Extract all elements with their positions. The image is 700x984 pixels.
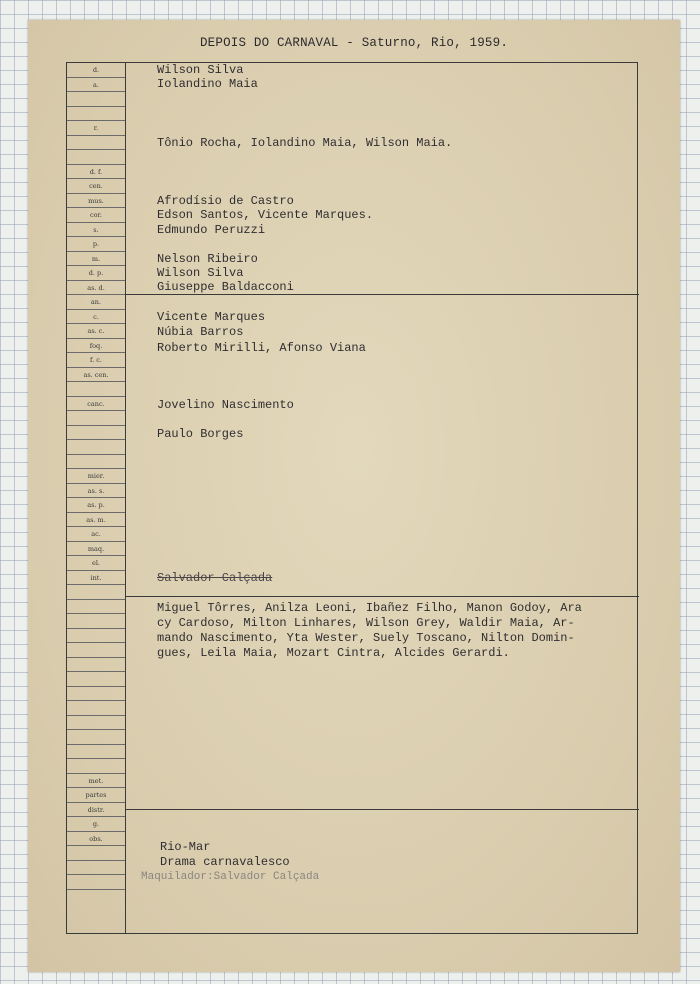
field-label-row	[67, 629, 125, 644]
card-frame	[66, 62, 638, 934]
field-label-row	[67, 78, 125, 93]
field-label-row	[67, 368, 125, 383]
makeup-value: Salvador Calçada	[157, 571, 273, 585]
field-label: f. c.	[89, 356, 102, 364]
field-label-row	[67, 846, 125, 861]
field-label-row	[67, 513, 125, 528]
field-label: ac.	[91, 530, 101, 538]
field-label: int.	[90, 573, 102, 582]
field-label-row	[67, 353, 125, 368]
field-label-row	[67, 585, 125, 600]
cast-line-1: Miguel Tôrres, Anilza Leoni, Ibañez Filho, Manon Godoy, Ara	[157, 601, 582, 615]
field-label-row	[67, 136, 125, 151]
field-label: el.	[92, 559, 100, 567]
notes-value: Núbia Barros	[157, 325, 244, 339]
field-label-row	[67, 266, 125, 281]
field-label-row	[67, 542, 125, 557]
songs-value: Paulo Borges	[157, 427, 244, 441]
field-label-row	[67, 817, 125, 832]
field-label-row	[67, 455, 125, 470]
field-label-row	[67, 759, 125, 774]
field-label-row	[67, 687, 125, 702]
field-label: as. s.	[87, 486, 105, 495]
field-label-row	[67, 223, 125, 238]
field-label-row	[67, 295, 125, 310]
field-label: as. c.	[87, 327, 105, 335]
field-label-row	[67, 861, 125, 876]
field-label-row	[67, 281, 125, 296]
field-label: maq.	[87, 544, 105, 553]
screenplay-value: Tônio Rocha, Iolandino Maia, Wilson Maia.	[157, 136, 453, 150]
field-label: met.	[88, 776, 104, 785]
field-label-row	[67, 92, 125, 107]
field-label-row	[67, 788, 125, 803]
field-label-row	[67, 397, 125, 412]
field-label-row	[67, 194, 125, 209]
field-label: mus.	[88, 196, 104, 205]
field-label-row	[67, 469, 125, 484]
field-label-row	[67, 411, 125, 426]
field-label-row	[67, 121, 125, 136]
field-label: s.	[93, 225, 99, 234]
field-label-row	[67, 339, 125, 354]
field-label-row	[67, 237, 125, 252]
field-label-row	[67, 832, 125, 847]
field-label-row	[67, 165, 125, 180]
field-label-row	[67, 658, 125, 673]
field-label-row	[67, 774, 125, 789]
editing-value: Giuseppe Baldacconi	[157, 280, 294, 294]
field-label-row	[67, 614, 125, 629]
field-label-row	[67, 672, 125, 687]
label-column	[67, 63, 126, 933]
field-label-row	[67, 498, 125, 513]
field-label-row	[67, 643, 125, 658]
photography-value: Afrodísio de Castro	[157, 194, 294, 208]
field-label: m.	[91, 254, 101, 263]
field-label-row	[67, 600, 125, 615]
field-label-row	[67, 150, 125, 165]
field-label: an.	[90, 298, 102, 306]
music-value: Edmundo Peruzzi	[157, 223, 266, 237]
director-value: Wilson Silva	[157, 63, 244, 77]
field-label: as. cen.	[83, 370, 109, 379]
field-label: c.	[93, 312, 99, 321]
field-label: as. d.	[87, 283, 105, 292]
field-label: as. m.	[86, 515, 106, 524]
field-label: foq.	[89, 341, 103, 350]
field-label-row	[67, 107, 125, 122]
field-label-row	[67, 527, 125, 542]
field-label-row	[67, 556, 125, 571]
field-label: d.	[92, 66, 100, 74]
cast-line-2: cy Cardoso, Milton Linhares, Wilson Grey, Waldir Maia, Ar-	[157, 616, 575, 630]
field-label: canc.	[87, 399, 105, 408]
field-label: g.	[92, 820, 100, 828]
camera-value: Roberto Mirilli, Afonso Viana	[157, 341, 366, 355]
field-label: cor.	[89, 211, 102, 219]
assistant-set-value: Jovelino Nascimento	[157, 398, 294, 412]
field-label: p.	[92, 240, 100, 248]
field-label-row	[67, 426, 125, 441]
field-label: a.	[93, 80, 99, 89]
section-divider	[125, 809, 639, 810]
section-divider	[125, 596, 639, 597]
field-label-row	[67, 310, 125, 325]
genre-value: Drama carnavalesco	[160, 855, 290, 869]
field-label: cen.	[89, 182, 103, 190]
field-label-row	[67, 701, 125, 716]
sound-value: Nelson Ribeiro	[157, 252, 258, 266]
field-label-row	[67, 208, 125, 223]
field-label-row	[67, 252, 125, 267]
field-label: d. p.	[88, 269, 104, 277]
field-label-row	[67, 440, 125, 455]
assistant-director-value: Vicente Marques	[157, 310, 266, 324]
field-label-row	[67, 382, 125, 397]
field-label: distr.	[87, 805, 105, 814]
assistant-value: Iolandino Maia	[157, 77, 258, 91]
film-title: DEPOIS DO CARNAVAL - Saturno, Rio, 1959.	[199, 36, 509, 50]
field-label-row	[67, 63, 125, 78]
observations-value: Maquilador:Salvador Calçada	[141, 871, 320, 883]
cast-line-3: mando Nascimento, Yta Wester, Suely Toscano, Nilton Domin-	[157, 631, 575, 645]
cast-line-4: gues, Leila Maia, Mozart Cintra, Alcides Gerardi.	[157, 646, 510, 660]
field-label: as. p.	[87, 501, 105, 509]
field-label: mier.	[87, 472, 105, 480]
field-label-row	[67, 571, 125, 586]
field-label-row	[67, 875, 125, 890]
field-label: partes	[85, 791, 107, 799]
field-label-row	[67, 179, 125, 194]
field-label-row	[67, 730, 125, 745]
set-design-value: Edson Santos, Vicente Marques.	[157, 208, 374, 222]
field-label-row	[67, 324, 125, 339]
field-label-row	[67, 745, 125, 760]
field-label: d. f.	[89, 167, 103, 176]
distributor-value: Rio-Mar	[160, 840, 211, 854]
producer-value: Wilson Silva	[157, 266, 244, 280]
field-label: r.	[93, 124, 99, 132]
field-label-row	[67, 484, 125, 499]
field-label: obs.	[89, 834, 103, 843]
field-label-row	[67, 803, 125, 818]
field-label-row	[67, 716, 125, 731]
catalog-card	[28, 20, 680, 972]
